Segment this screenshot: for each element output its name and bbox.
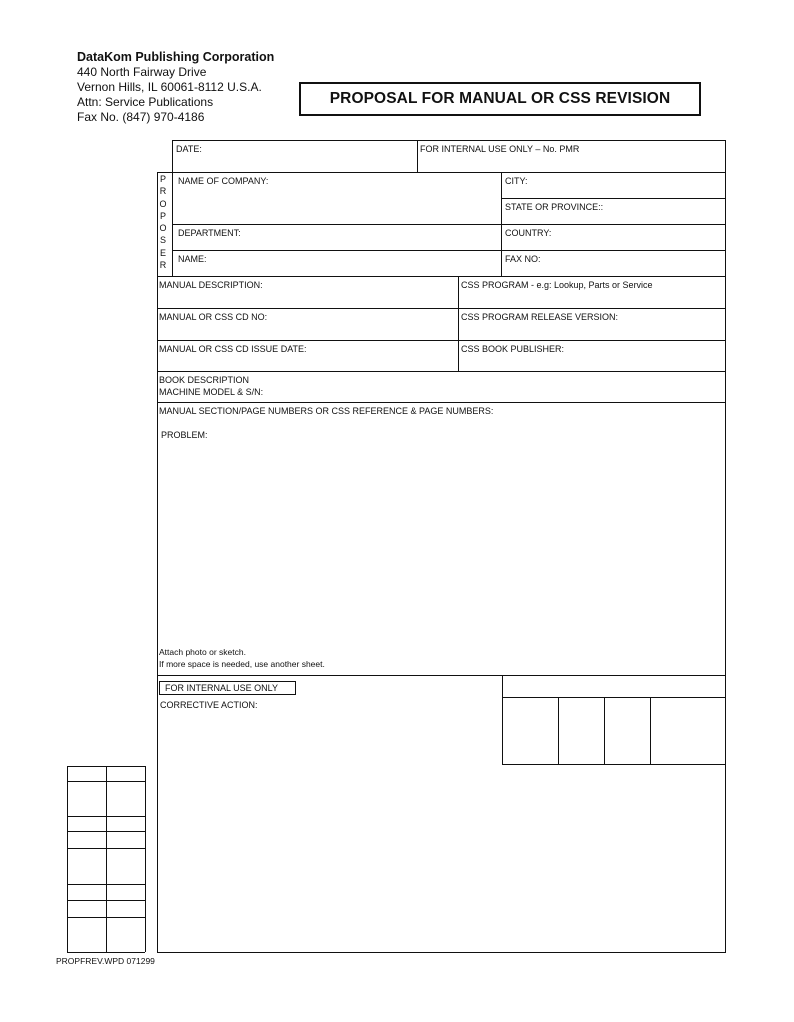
form-title: PROPOSAL FOR MANUAL OR CSS REVISION	[299, 82, 701, 116]
company-street: 440 North Fairway Drive	[77, 65, 207, 79]
grid-line	[725, 140, 726, 952]
state-field[interactable]: STATE OR PROVINCE::	[505, 202, 604, 212]
issue-date-field[interactable]: MANUAL OR CSS CD ISSUE DATE:	[159, 344, 307, 354]
manual-cd-no-field[interactable]: MANUAL OR CSS CD NO:	[159, 312, 268, 322]
side-grid-line	[145, 766, 146, 952]
company-name: DataKom Publishing Corporation	[77, 50, 275, 64]
department-field[interactable]: DEPARTMENT:	[178, 228, 241, 238]
grid-line	[157, 952, 726, 953]
side-grid-line	[67, 766, 68, 952]
company-address-block	[77, 50, 274, 125]
proposer-letter: O	[159, 223, 167, 234]
country-field[interactable]: COUNTRY:	[505, 228, 552, 238]
grid-line	[417, 140, 418, 172]
proposer-letter: P	[159, 210, 166, 221]
css-publisher-field[interactable]: CSS BOOK PUBLISHER:	[461, 344, 565, 354]
grid-line	[458, 276, 459, 371]
grid-line	[157, 371, 725, 372]
attach-photo-note: Attach photo or sketch.	[159, 647, 246, 657]
grid-line	[157, 172, 725, 173]
company-name-field[interactable]: NAME OF COMPANY:	[178, 176, 269, 186]
grid-line	[502, 697, 725, 698]
section-numbers-field[interactable]: MANUAL SECTION/PAGE NUMBERS OR CSS REFERENCE & PAGE NUMBERS:	[159, 406, 494, 416]
grid-line	[502, 764, 725, 765]
proposer-letter: S	[159, 235, 166, 246]
fax-field[interactable]: FAX NO:	[505, 254, 541, 264]
name-field[interactable]: NAME:	[178, 254, 207, 264]
grid-line	[172, 140, 725, 141]
grid-line	[157, 172, 158, 952]
css-release-field[interactable]: CSS PROGRAM RELEASE VERSION:	[461, 312, 619, 322]
proposer-letter: R	[159, 186, 167, 197]
grid-line	[157, 276, 725, 277]
proposer-letter: O	[159, 198, 167, 209]
company-fax: Fax No. (847) 970-4186	[77, 110, 205, 124]
grid-line	[157, 402, 725, 403]
machine-model-field[interactable]: MACHINE MODEL & S/N:	[159, 387, 264, 397]
date-field[interactable]: DATE:	[176, 144, 202, 154]
proposer-letter: E	[159, 247, 166, 258]
proposer-letter: R	[159, 260, 167, 271]
grid-line	[157, 675, 725, 676]
book-description-label: BOOK DESCRIPTION	[159, 375, 250, 385]
corrective-action-field[interactable]: CORRECTIVE ACTION:	[160, 700, 258, 710]
internal-use-box: FOR INTERNAL USE ONLY	[159, 681, 296, 695]
grid-line	[604, 697, 605, 764]
proposer-letter: P	[159, 174, 166, 184]
internal-pmr-field: FOR INTERNAL USE ONLY – No. PMR	[420, 144, 580, 154]
city-field[interactable]: CITY:	[505, 176, 528, 186]
problem-field[interactable]: PROBLEM:	[161, 430, 208, 440]
grid-line	[502, 675, 503, 764]
side-grid-line	[67, 952, 145, 953]
proposer-vertical-label	[158, 173, 168, 271]
manual-description-field[interactable]: MANUAL DESCRIPTION:	[159, 280, 263, 290]
grid-line	[172, 224, 725, 225]
company-attn: Attn: Service Publications	[77, 95, 214, 109]
grid-line	[172, 140, 173, 172]
form-footer-code: PROPFREV.WPD 071299	[56, 956, 155, 966]
grid-line	[157, 308, 725, 309]
css-program-field[interactable]: CSS PROGRAM - e.g: Lookup, Parts or Service	[461, 280, 653, 290]
grid-line	[501, 198, 725, 199]
grid-line	[558, 697, 559, 764]
grid-line	[650, 697, 651, 764]
grid-line	[172, 250, 725, 251]
company-city: Vernon Hills, IL 60061-8112 U.S.A.	[77, 80, 262, 94]
grid-line	[157, 340, 725, 341]
side-grid-line	[106, 766, 107, 952]
more-space-note: If more space is needed, use another sheet.	[159, 659, 325, 669]
